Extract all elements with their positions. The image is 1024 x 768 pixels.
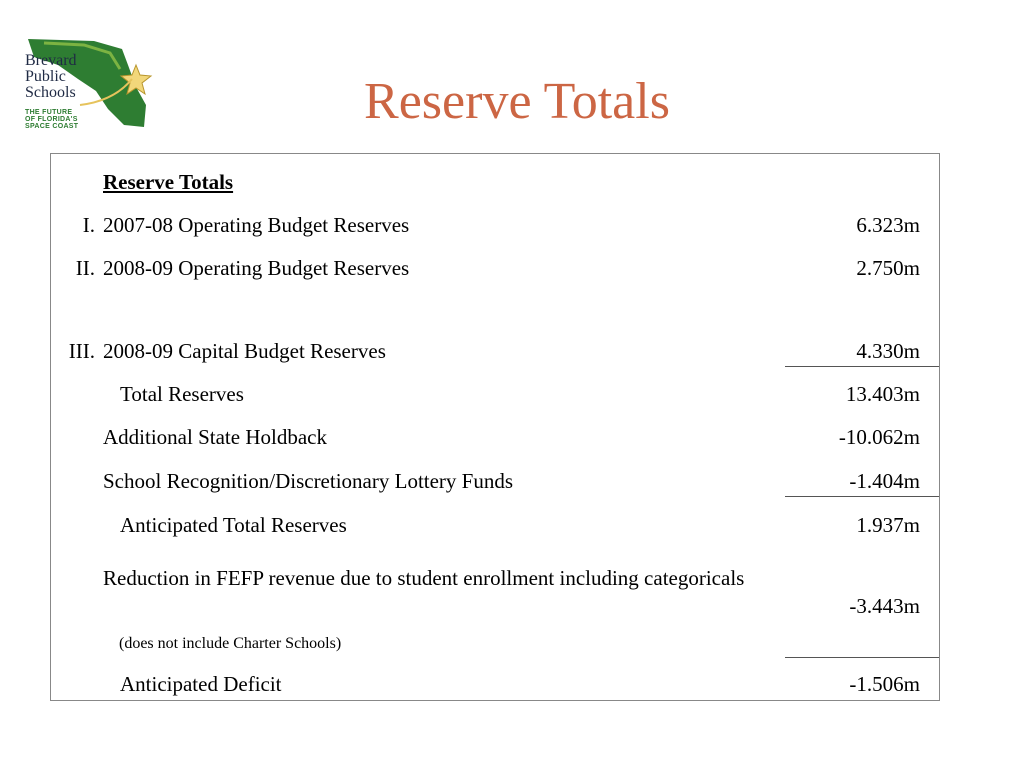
charter-note: (does not include Charter Schools) [119, 635, 342, 652]
row-value: -3.443m [849, 594, 920, 618]
row-label: 2007-08 Operating Budget Reserves [103, 213, 410, 237]
row-label: School Recognition/Discretionary Lottery Funds [103, 469, 514, 493]
row-label-multiline: Reduction in FEFP revenue due to student enrollment including categoricals [103, 566, 745, 590]
logo-wordmark: Brevard Public Schools [25, 52, 77, 101]
table-heading: Reserve Totals [103, 170, 234, 194]
logo-tagline: THE FUTURE OF FLORIDA'S SPACE COAST [25, 109, 79, 130]
table-row [50, 513, 938, 543]
sum-rule [785, 657, 939, 658]
sum-rule [785, 366, 939, 367]
table-row [50, 339, 938, 369]
table-row [50, 425, 938, 455]
row-label: Additional State Holdback [103, 425, 327, 449]
row-label: 2008-09 Operating Budget Reserves [103, 256, 410, 280]
table-row [50, 469, 938, 499]
row-value: 2.750m [856, 256, 920, 280]
table-row [50, 382, 938, 412]
table-heading-row [50, 170, 938, 200]
table-row [50, 672, 938, 702]
row-value: 6.323m [856, 213, 920, 237]
row-label: Total Reserves [120, 382, 244, 406]
row-label: 2008-09 Capital Budget Reserves [103, 339, 386, 363]
row-value: -1.404m [849, 469, 920, 493]
row-number: III. [68, 339, 95, 363]
row-value: 4.330m [856, 339, 920, 363]
table-row [50, 213, 938, 243]
row-label: Anticipated Deficit [120, 672, 282, 696]
row-label: Anticipated Total Reserves [120, 513, 347, 537]
row-number: II. [75, 256, 95, 280]
table-row [50, 256, 938, 286]
row-value: 13.403m [845, 382, 920, 406]
row-number: I. [82, 213, 95, 237]
row-value: -1.506m [849, 672, 920, 696]
slide-title: Reserve Totals [364, 73, 670, 130]
row-value: 1.937m [856, 513, 920, 537]
row-value: -10.062m [838, 425, 920, 449]
table-row [50, 594, 938, 624]
sum-rule [785, 496, 939, 497]
